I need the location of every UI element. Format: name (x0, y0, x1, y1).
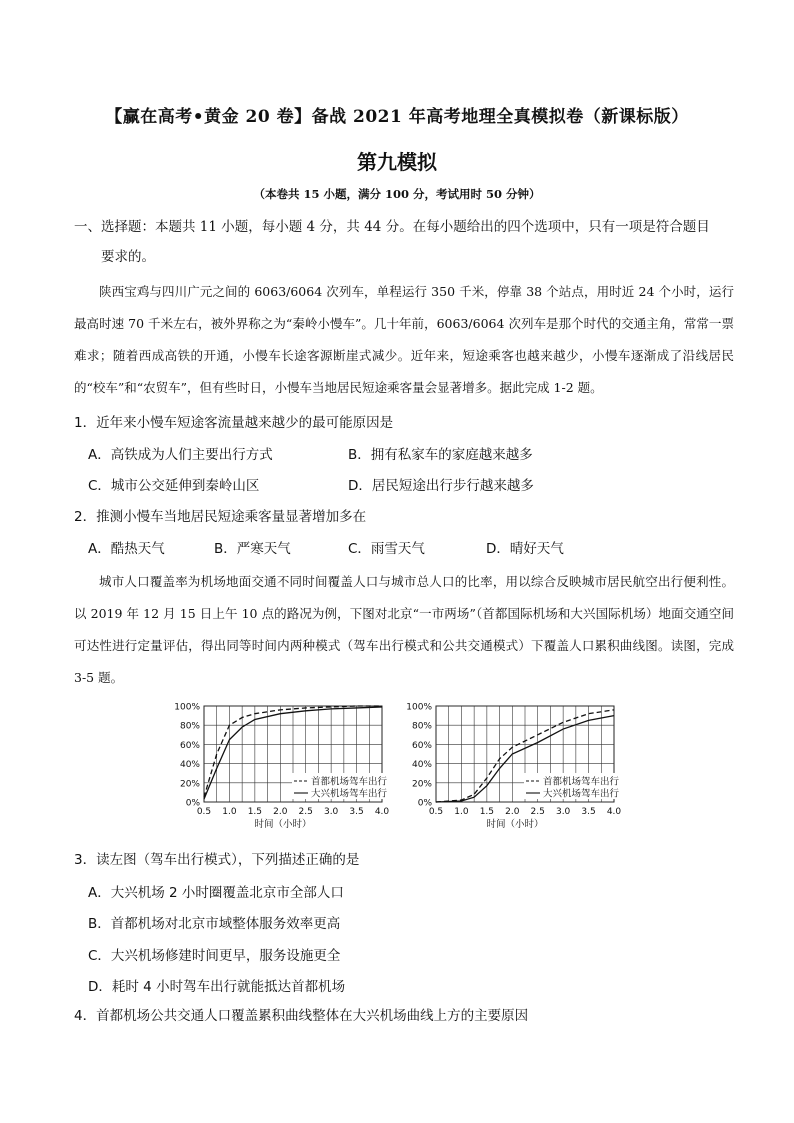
y-tick-label: 100% (406, 702, 432, 713)
chart-right-transit (392, 698, 622, 833)
x-tick-label: 4.0 (606, 807, 622, 817)
q3-option-b: B．首都机场对北京市域整体服务效率更高 (88, 916, 341, 932)
y-tick-label: 40% (411, 760, 432, 771)
section-instructions-line1: 一、选择题：本题共 11 小题，每小题 4 分，共 44 分。在每小题给出的四个选项中，只有一项是符合题目 (74, 219, 710, 235)
x-tick-label: 2.0 (273, 807, 288, 817)
x-tick-label: 1.0 (454, 807, 469, 817)
legend-label: 大兴机场驾车出行 (311, 788, 388, 800)
q1-option-a: A．高铁成为人们主要出行方式 (88, 447, 273, 463)
exam-subtitle: 第九模拟 (357, 150, 437, 174)
x-tick-label: 1.5 (479, 807, 495, 817)
x-tick-label: 3.0 (323, 807, 339, 817)
section-instructions-line2: 要求的。 (101, 249, 155, 265)
legend-label: 首都机场驾车出行 (311, 776, 388, 788)
question-3-stem: 3．读左图（驾车出行模式），下列描述正确的是 (74, 852, 360, 868)
x-tick-label: 4.0 (374, 807, 390, 817)
q3-option-a: A．大兴机场 2 小时圈覆盖北京市全部人口 (88, 885, 344, 901)
y-tick-label: 80% (179, 721, 200, 732)
exam-note: （本卷共 15 小题，满分 100 分，考试用时 50 分钟） (253, 187, 541, 201)
question-1-stem: 1．近年来小慢车短途客流量越来越少的最可能原因是 (74, 415, 394, 431)
x-tick-label: 3.5 (581, 807, 596, 817)
q2-option-c: C．雨雪天气 (348, 541, 425, 557)
chart-left-driving (160, 698, 390, 833)
x-tick-label: 3.5 (349, 807, 364, 817)
y-tick-label: 0% (417, 798, 432, 809)
q1-option-c: C．城市公交延伸到秦岭山区 (88, 478, 260, 494)
y-tick-label: 80% (411, 721, 432, 732)
q3-option-d: D．耗时 4 小时驾车出行就能抵达首都机场 (88, 979, 346, 995)
q1-option-d: D．居民短途出行步行越来越多 (348, 478, 534, 494)
legend-label: 首都机场驾车出行 (543, 776, 620, 788)
y-tick-label: 40% (179, 760, 200, 771)
exam-title: 【赢在高考•黄金 20 卷】备战 2021 年高考地理全真模拟卷（新课标版） (105, 107, 689, 127)
section-instructions (74, 212, 734, 272)
y-tick-label: 20% (411, 779, 432, 790)
chart-left-container (160, 698, 390, 837)
q2-option-d: D．晴好天气 (486, 541, 564, 557)
q2-option-b: B．严寒天气 (214, 541, 291, 557)
x-tick-label: 2.5 (298, 807, 313, 817)
q2-option-a: A．酷热天气 (88, 541, 165, 557)
x-tick-label: 3.0 (555, 807, 571, 817)
q3-option-c: C．大兴机场修建时间更早，服务设施更全 (88, 948, 341, 964)
x-tick-label: 2.0 (505, 807, 520, 817)
y-tick-label: 60% (411, 740, 432, 751)
x-tick-label: 2.5 (530, 807, 545, 817)
x-tick-label: 1.5 (247, 807, 263, 817)
question-4-stem: 4．首都机场公共交通人口覆盖累积曲线整体在大兴机场曲线上方的主要原因 (74, 1008, 529, 1024)
question-2-stem: 2．推测小慢车当地居民短途乘客量显著增加多在 (74, 509, 367, 525)
chart-right-container (392, 698, 622, 837)
x-tick-label: 1.0 (222, 807, 237, 817)
legend-label: 大兴机场驾车出行 (543, 788, 620, 800)
x-tick-label: 0.5 (428, 807, 444, 817)
y-tick-label: 100% (174, 702, 200, 713)
y-tick-label: 60% (179, 740, 200, 751)
y-tick-label: 0% (185, 798, 200, 809)
passage-1: 陕西宝鸡与四川广元之间的 6063/6064 次列车，单程运行 350 千米，停靠 38 个站点，用时近 24 个小时，运行最高时速 70 千米左右，被外界称之为“秦岭小慢车”。几十年前，6063/6064 次列车是那个时代的交通主角，常常一票难求；随着西成高铁的开通，小慢车长途客源断崖式减少。近年来，短途乘客也越来越少，小慢车逐渐成了沿线居民的“校车”和“农贸车”，但有些时日，小慢车当地居民短途乘客量会显著增多。据此完成 1-2 题。 (74, 284, 734, 395)
x-axis-label: 时间（小时） (254, 819, 312, 830)
passage-2: 城市人口覆盖率为机场地面交通不同时间覆盖人口与城市总人口的比率，用以综合反映城市居民航空出行便利性。以 2019 年 12 月 15 日上午 10 点的路况为例，下图对北京“一市两场”（首都国际机场和大兴国际机场）地面交通空间可达性进行定量评估，得出同等时间内两种模式（驾车出行模式和公共交通模式）下覆盖人口累积曲线图。读图，完成 3-5 题。 (74, 574, 734, 685)
x-axis-label: 时间（小时） (486, 819, 544, 830)
y-tick-label: 20% (179, 779, 200, 790)
q1-option-b: B．拥有私家车的家庭越来越多 (348, 447, 533, 463)
x-tick-label: 0.5 (196, 807, 212, 817)
